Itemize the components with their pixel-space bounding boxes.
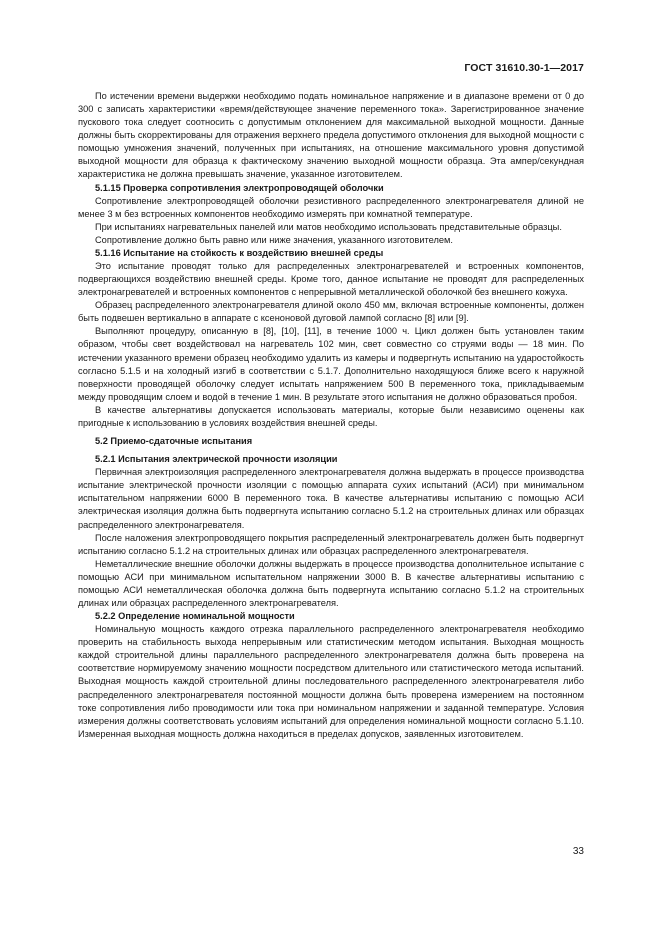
section-heading: 5.1.16 Испытание на стойкость к воздействию внешней среды <box>95 247 384 258</box>
section-heading: 5.2 Приемо-сдаточные испытания <box>95 436 253 447</box>
paragraph: Выполняют процедуру, описанную в [8], [10], [11], в течение 1000 ч. Цикл должен быть установлен таким образом, чтобы свет воздействовал на нагреватель 102 мин, свет совместно со струями воды — 18 мин. По истечении указанного времени образец необходимо удалить из камеры и подвергнуть испытанию на ударостойкость согласно 5.1.5 и на холодный изгиб в соответствии с 5.1.7. Дополнительно находящуюся ближе всего к наружной поверхности проводящей оболочку следует испытать напряжением 500 В переменного тока, прикладываемым между проводящим слоем и водой в течение 1 мин. В результате этого испытания не должно образоваться пробоя. <box>78 326 584 402</box>
page-content <box>78 90 584 741</box>
paragraph: Неметаллические внешние оболочки должны выдержать в процессе производства дополнительное испытание с помощью АСИ при минимальном испытательном напряжении 3000 В. В качестве альтернативы испытанию с помощью АСИ неметаллическая оболочка должна быть подвергнута испытанию согласно 5.1.2 на строительных длинах или образцах распределенного электронагревателя. <box>78 558 584 608</box>
paragraph: Номинальную мощность каждого отрезка параллельного распределенного электронагревателя необходимо проверить на стабильность выхода непрерывным или статистическим методом испытания. Выходная мощность каждой строительной длины параллельного распределенного электронагревателя должна быть проверена на соответствие нормируемому значению мощности посредством длительного или статистического метода испытаний. Выходная мощность каждой строительной длины последовательного распределенного электронагревателя либо распределенного электронагревателя постоянной мощности должна быть проверена измерением на постоянном токе сопротивления либо проводимости или тока при номинальном напряжении и заданной температуре. Условия измерения должны соответствовать условиям испытаний для определения номинальной мощности согласно 5.1.10. Измеренная выходная мощность должна находиться в пределах допусков, заявленных изготовителем. <box>78 624 584 739</box>
page-number: 33 <box>572 846 584 857</box>
paragraph: Это испытание проводят только для распределенных электронагревателей и встроенных компонентов, подвергающихся воздействию внешней среды. Кроме того, данное испытание не проводят для распределенных электронагревателей и встроенных компонентов с непрерывной металлической оболочкой без внешнего кожуха. <box>78 261 584 298</box>
paragraph: Образец распределенного электронагревателя длиной около 450 мм, включая встроенные компоненты, должен быть подвешен вертикально в аппарате с ксеноновой дуговой лампой согласно [8] или [9]. <box>78 300 584 324</box>
section-heading: 5.2.1 Испытания электрической прочности изоляции <box>95 454 338 465</box>
paragraph: Первичная электроизоляция распределенного электронагревателя должна выдержать в процессе производства испытание электрической прочности изоляции с помощью аппарата сухих испытаний (АСИ) при минимальном испытательном напряжении 6000 В переменного тока. В качестве альтернативы испытанию с помощью АСИ электрическая изоляция должна быть подвергнута испытанию согласно 5.1.2 на строительных длинах или образцах распределенного электронагревателя. <box>78 467 584 530</box>
section-heading: 5.2.2 Определение номинальной мощности <box>95 611 295 622</box>
paragraph: По истечении времени выдержки необходимо подать номинальное напряжение и в диапазоне времени от 0 до 300 с записать характеристики «время/действующее значение переменного тока». Зарегистрированное значение пускового тока следует соотносить с допустимым отклонением для максимальной выходной мощности. Данные должны быть скорректированы для отражения верхнего предела допустимого отклонения для выходной мощности с помощью умножения значений, полученных при испытаниях, на отношение максимального уровня допустимой выходной мощности для образца к фактическому значению выходной мощности образца. Эта ампер/секундная характеристика не должна превышать значение, указанное изготовителем. <box>78 91 584 180</box>
paragraph: Сопротивление должно быть равно или ниже значения, указанного изготовителем. <box>95 234 453 245</box>
document-id: ГОСТ 31610.30-1—2017 <box>464 62 584 74</box>
section-heading: 5.1.15 Проверка сопротивления электропроводящей оболочки <box>95 182 384 193</box>
paragraph: После наложения электропроводящего покрытия распределенный электронагреватель должен быть подвергнут испытанию согласно 5.1.2 на строительных длинах или образцах распределенного электронагревателя. <box>78 532 584 556</box>
paragraph: В качестве альтернативы допускается использовать материалы, которые были независимо оценены как пригодные к использованию в условиях воздействия внешней среды. <box>78 404 584 428</box>
paragraph: При испытаниях нагревательных панелей или матов необходимо использовать представительные образцы. <box>95 221 562 232</box>
paragraph: Сопротивление электропроводящей оболочки резистивного распределенного электронагревателя длиной не менее 3 м без встроенных компонентов необходимо измерять при комнатной температуре. <box>78 195 584 219</box>
